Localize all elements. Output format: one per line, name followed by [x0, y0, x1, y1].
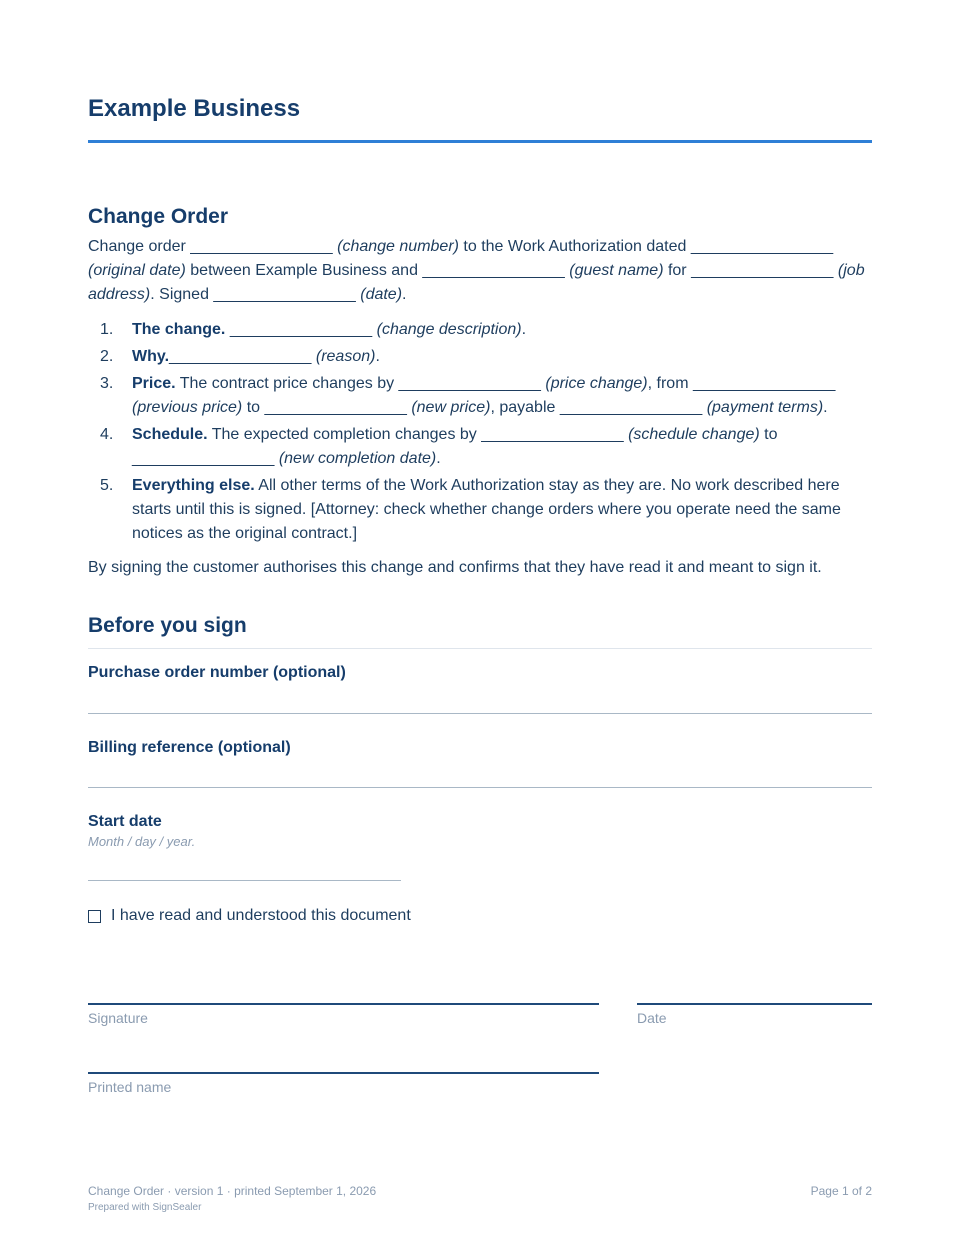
intro-paragraph: [88, 235, 872, 307]
intro-text: .: [402, 286, 407, 303]
field-hint: (payment terms): [706, 399, 824, 416]
field-hint: (change number): [337, 238, 459, 255]
fill-blank[interactable]: ________________: [229, 321, 373, 338]
start-date-hint: Month / day / year.: [88, 834, 196, 849]
acknowledge-row[interactable]: [88, 905, 411, 927]
po-number-input[interactable]: [88, 685, 872, 714]
printed-name-line[interactable]: [88, 1072, 599, 1074]
field-hint: (schedule change): [628, 426, 760, 443]
field-hint: (job address): [88, 262, 865, 303]
term-number: 3.: [100, 375, 114, 392]
intro-text: between Example Business and: [185, 262, 423, 279]
field-hint: (guest name): [569, 262, 664, 279]
date-line[interactable]: [637, 1003, 872, 1005]
billing-reference-input[interactable]: [88, 759, 872, 788]
billing-reference-label: Billing reference (optional): [88, 739, 291, 756]
field-hint: (original date): [88, 262, 186, 279]
term-number: 1.: [100, 321, 114, 338]
start-date-input[interactable]: [88, 852, 401, 881]
fill-blank[interactable]: ________________: [481, 426, 624, 443]
po-number-label: Purchase order number (optional): [88, 664, 346, 681]
page-number: Page 1 of 2: [810, 1184, 872, 1198]
fill-blank[interactable]: ________________: [559, 399, 703, 416]
term-text: .: [436, 450, 441, 467]
header-rule: [88, 140, 872, 143]
intro-text: Change order: [88, 238, 191, 255]
start-date-label: Start date: [88, 813, 162, 830]
term-title: Everything else.: [132, 477, 255, 494]
date-caption: Date: [637, 1010, 667, 1026]
term-item-why: [88, 345, 872, 369]
acknowledge-checkbox[interactable]: [88, 910, 101, 923]
term-number: 5.: [100, 477, 114, 494]
fill-blank[interactable]: ________________: [213, 286, 356, 303]
field-hint: (reason): [315, 348, 376, 365]
term-text: to: [759, 426, 778, 443]
term-item-everything-else: [88, 474, 872, 546]
before-sign-heading: Before you sign: [88, 614, 247, 637]
fill-blank[interactable]: ________________: [690, 238, 834, 255]
fill-blank[interactable]: ________________: [190, 238, 333, 255]
change-order-heading: Change Order: [88, 205, 229, 228]
fill-blank[interactable]: ________________: [398, 375, 541, 392]
fill-blank[interactable]: ________________: [132, 450, 275, 467]
field-hint: (change description): [376, 321, 522, 338]
footer-document-info: Change Order · version 1 · printed September 1, 2026: [88, 1184, 377, 1198]
term-text: .: [375, 348, 380, 365]
term-text: .: [823, 399, 828, 416]
field-hint: (new price): [411, 399, 491, 416]
field-hint: (price change): [545, 375, 648, 392]
printed-name-caption: Printed name: [88, 1079, 172, 1095]
term-text: All other terms of the Work Authorization stay as they are. No work described here starts until this is signed. [Attorney: check whether change orders where you operate need the same notices as the original contract.]: [132, 477, 841, 542]
business-name: Example Business: [88, 95, 301, 122]
term-number: 4.: [100, 426, 114, 443]
term-text: to: [242, 399, 265, 416]
term-text: The contract price changes by: [175, 375, 399, 392]
term-title: The change.: [132, 321, 226, 338]
term-text: , payable: [490, 399, 560, 416]
section-divider: [88, 648, 872, 649]
term-text: .: [521, 321, 527, 338]
term-title: Price.: [132, 375, 176, 392]
term-number: 2.: [100, 348, 114, 365]
signature-caption: Signature: [88, 1010, 148, 1026]
term-text: , from: [647, 375, 693, 392]
footer-prepared-with: Prepared with SignSealer: [88, 1202, 202, 1213]
fill-blank[interactable]: ________________: [692, 375, 836, 392]
term-title: Why.: [132, 348, 170, 365]
closing-statement: By signing the customer authorises this change and confirms that they have read it and meant to sign it.: [88, 559, 822, 576]
intro-text: for: [663, 262, 692, 279]
fill-blank[interactable]: ________________: [169, 348, 312, 365]
term-item-change: [88, 318, 872, 342]
term-item-price: [88, 372, 872, 420]
intro-text: to the Work Authorization dated: [458, 238, 691, 255]
field-hint: (previous price): [132, 399, 243, 416]
terms-list: [88, 318, 872, 549]
fill-blank[interactable]: ________________: [422, 262, 565, 279]
acknowledge-label: I have read and understood this document: [111, 907, 411, 924]
fill-blank[interactable]: ________________: [264, 399, 407, 416]
field-hint: (new completion date): [278, 450, 437, 467]
term-item-schedule: [88, 423, 872, 471]
field-hint: (date): [360, 286, 403, 303]
intro-text: . Signed: [150, 286, 214, 303]
term-title: Schedule.: [132, 426, 208, 443]
signature-line[interactable]: [88, 1003, 599, 1005]
fill-blank[interactable]: ________________: [691, 262, 834, 279]
term-text: The expected completion changes by: [207, 426, 482, 443]
